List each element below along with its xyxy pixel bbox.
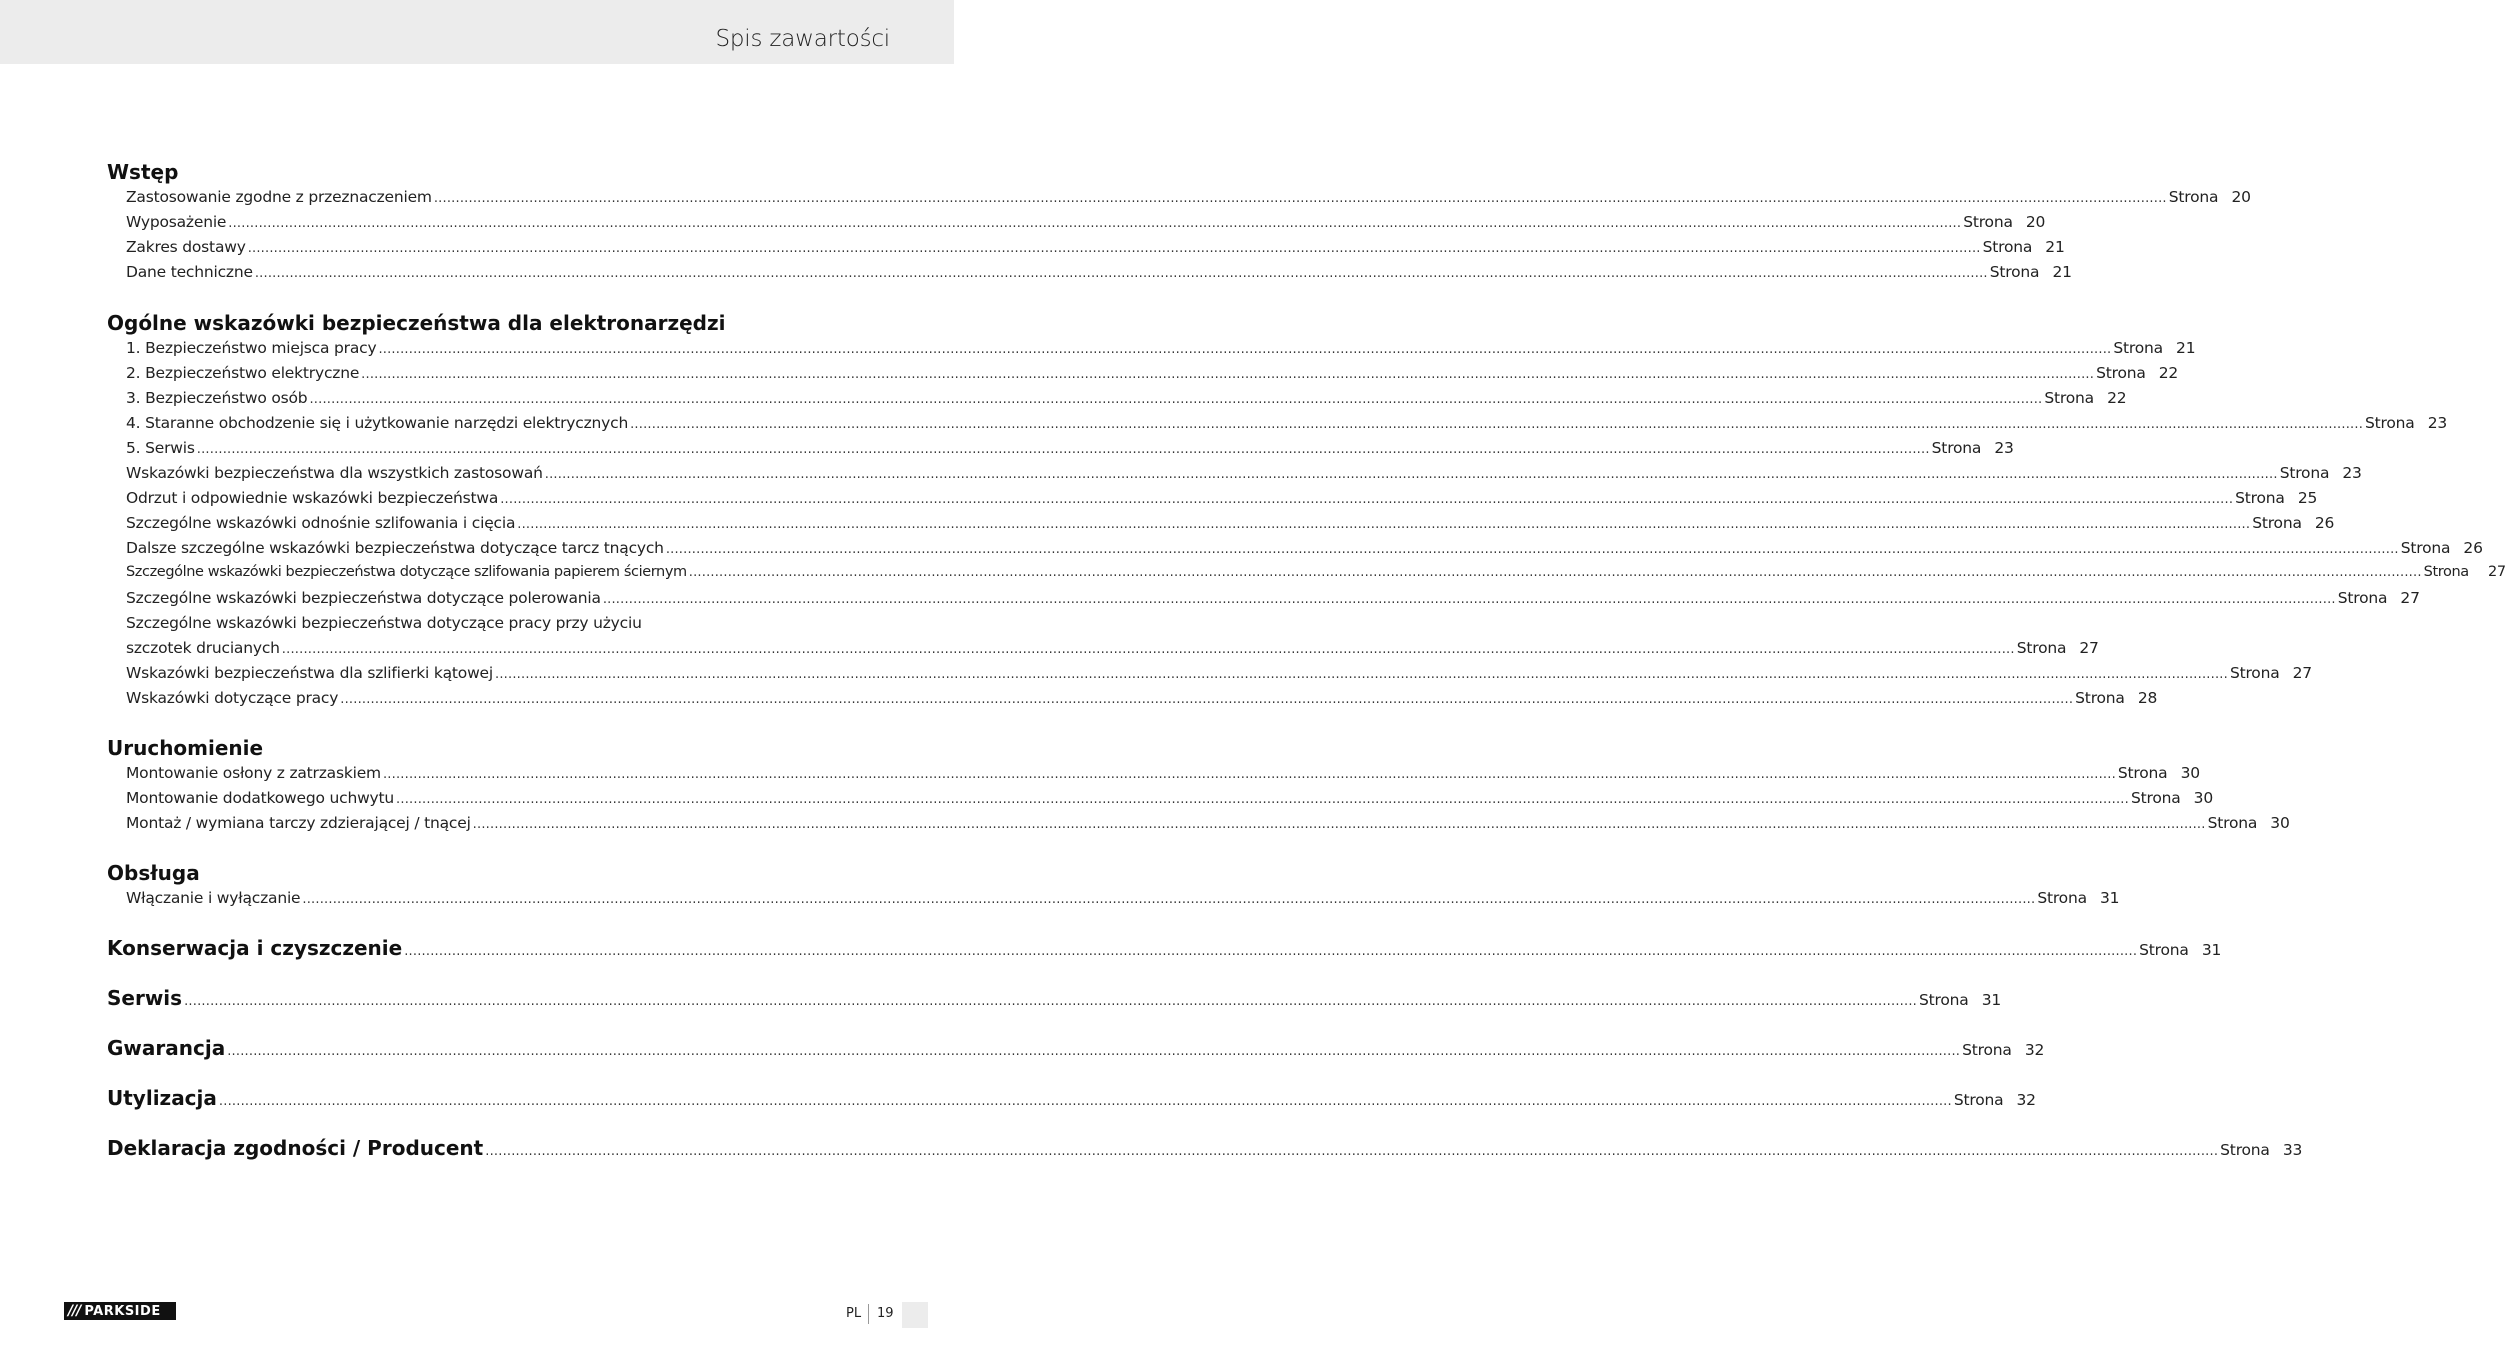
toc-entry-label: Odrzut i odpowiednie wskazówki bezpieczeństwa [126,489,499,507]
dot-leader: ................................................................................................................................................................................................................................................................................................................................................................................................................ [602,592,2336,607]
section-title: Uruchomienie [107,736,264,760]
footer-page-number: 19 [877,1306,894,1321]
page-reference [2424,564,2506,580]
toc-entry[interactable] [126,689,2158,711]
page-title: Spis zawartości [715,26,890,52]
page-number: 32 [2016,1091,2036,1109]
section-title: Obsługa [107,861,200,885]
page-number: 21 [2045,238,2065,256]
toc-entry-label: Dalsze szczególne wskazówki bezpieczeństwa dotyczące tarcz tnących [126,539,664,557]
page-word: Strona [2075,689,2125,707]
page-word: Strona [1989,263,2040,281]
toc-entry-label: 5. Serwis [126,439,195,457]
page-word: Strona [2044,389,2094,407]
dot-leader: ................................................................................................................................................................................................................................................................................................................................................................................................................ [382,767,2116,782]
toc-entry[interactable] [126,389,2127,411]
section-title: Ogólne wskazówki bezpieczeństwa dla elektronarzędzi [107,311,726,335]
page-number: 21 [2052,263,2072,281]
page-reference [2131,789,2213,807]
page-number: 20 [2231,188,2251,206]
page-reference [1954,1091,2036,1109]
dot-leader: ................................................................................................................................................................................................................................................................................................................................................................................................................ [544,467,2278,482]
page-number: 32 [2024,1041,2045,1059]
page-reference [2230,664,2312,682]
page-reference [2280,464,2362,482]
dot-leader: ................................................................................................................................................................................................................................................................................................................................................................................................................ [302,892,2036,907]
toc-entry[interactable] [126,789,2213,811]
page-word: Strona [2117,764,2168,782]
toc-entry-label: Wskazówki bezpieczeństwa dla wszystkich zastosowań [126,464,543,482]
page-number: 20 [2025,213,2046,231]
dot-leader: ................................................................................................................................................................................................................................................................................................................................................................................................................ [184,994,1918,1009]
page-number: 23 [2342,464,2362,482]
dot-leader: ................................................................................................................................................................................................................................................................................................................................................................................................................ [630,417,2364,432]
page-number: 23 [2427,414,2448,432]
dot-leader: ................................................................................................................................................................................................................................................................................................................................................................................................................ [281,642,2015,657]
page-word: Strona [2168,188,2219,206]
toc-entry-label-line1: Szczególne wskazówki bezpieczeństwa dotyczące pracy przy użyciu [126,614,642,632]
page-word: Strona [2423,564,2469,580]
footer-box [902,1302,928,1328]
toc-entry[interactable] [107,1086,2036,1110]
page-reference [2037,889,2119,907]
page-reference [2401,539,2483,557]
page-word: Strona [2220,1141,2270,1159]
toc-entry-label: Montowanie dodatkowego uchwytu [126,789,395,807]
page-number: 31 [1981,991,2002,1009]
dot-leader: ................................................................................................................................................................................................................................................................................................................................................................................................................ [472,817,2206,832]
page-number: 26 [2463,539,2483,557]
toc-entry[interactable] [126,364,2179,386]
page-word: Strona [2235,489,2285,507]
toc-entry-label: 2. Bezpieczeństwo elektryczne [126,364,360,382]
toc-entry-label: 3. Bezpieczeństwo osób [126,389,308,407]
page-word: Strona [2113,339,2163,357]
toc-entry[interactable] [107,1136,2303,1160]
toc-entry[interactable] [126,238,2065,260]
page-reference [1919,991,2001,1009]
toc-entry[interactable] [126,339,2196,361]
page-reference [2044,389,2126,407]
page-word: Strona [2037,889,2087,907]
dot-leader: ................................................................................................................................................................................................................................................................................................................................................................................................................ [378,342,2112,357]
toc-entry[interactable] [126,889,2120,911]
page-reference [2252,514,2334,532]
toc-entry[interactable] [126,814,2290,836]
toc-entry-label: Zakres dostawy [126,238,246,256]
page-reference [2220,1141,2302,1159]
page-number: 25 [2297,489,2318,507]
parkside-logo [64,1302,176,1320]
page-number: 22 [2107,389,2127,407]
page-number: 22 [2158,364,2179,382]
dot-leader: ................................................................................................................................................................................................................................................................................................................................................................................................................ [196,442,1930,457]
dot-leader: ................................................................................................................................................................................................................................................................................................................................................................................................................ [495,667,2228,682]
toc-entry[interactable] [126,213,2046,235]
page-number: 27 [2400,589,2420,607]
page-word: Strona [2365,414,2415,432]
page-number: 30 [2180,764,2200,782]
page-reference [2017,639,2099,657]
page-word: Strona [1962,1041,2012,1059]
section-title: Deklaracja zgodności / Producent [107,1136,484,1160]
page-reference [1932,439,2014,457]
logo-mark: /// [68,1303,81,1319]
dot-leader: ................................................................................................................................................................................................................................................................................................................................................................................................................ [340,692,2074,707]
toc-entry[interactable] [126,414,2448,436]
page-reference [2235,489,2317,507]
toc-entry-label: Dane techniczne [126,263,253,281]
page-number: 30 [2270,814,2290,832]
page-word: Strona [1963,213,2013,231]
toc-entry-label: Montowanie osłony z zatrzaskiem [126,764,381,782]
page-word: Strona [2130,789,2181,807]
page-word: Strona [2229,664,2280,682]
page-number: 30 [2193,789,2213,807]
toc-entry-label: Montaż / wymiana tarczy zdzierającej / tnącej [126,814,471,832]
toc-entry[interactable] [126,514,2335,536]
toc-entry-label: Szczególne wskazówki bezpieczeństwa dotyczące polerowania [126,589,601,607]
dot-leader: ................................................................................................................................................................................................................................................................................................................................................................................................................ [485,1144,2219,1159]
dot-leader: ................................................................................................................................................................................................................................................................................................................................................................................................................ [228,216,1962,231]
page-reference [2139,941,2221,959]
dot-leader: ................................................................................................................................................................................................................................................................................................................................................................................................................ [517,517,2251,532]
page-reference [1990,263,2072,281]
toc-entry[interactable] [126,764,2200,786]
footer-divider [868,1304,869,1324]
page-number: 23 [1994,439,2014,457]
toc-entry-label: Wyposażenie [126,213,227,231]
section-title: Konserwacja i czyszczenie [107,936,403,960]
dot-leader: ................................................................................................................................................................................................................................................................................................................................................................................................................ [247,241,1981,256]
page-number: 31 [2201,941,2222,959]
page-number: 27 [2079,639,2099,657]
toc-entry[interactable] [126,263,2072,285]
page-word: Strona [2279,464,2330,482]
toc-entry[interactable] [126,639,2099,661]
section-title: Wstęp [107,160,179,184]
toc-entry-label: Wskazówki dotyczące pracy [126,689,339,707]
dot-leader: ................................................................................................................................................................................................................................................................................................................................................................................................................ [433,191,2167,206]
toc-entry[interactable] [126,564,2506,586]
page-reference [1963,213,2045,231]
toc-entry[interactable] [126,589,2420,611]
page-word: Strona [2207,814,2258,832]
page-number: 28 [2137,689,2158,707]
section-title: Utylizacja [107,1086,217,1110]
dot-leader: ................................................................................................................................................................................................................................................................................................................................................................................................................ [218,1094,1952,1109]
page-word: Strona [2096,364,2146,382]
toc-entry[interactable] [126,188,2251,210]
toc-entry-label: Zastosowanie zgodne z przeznaczeniem [126,188,432,206]
page-reference [2338,589,2420,607]
toc-entry[interactable] [126,489,2318,511]
dot-leader: ................................................................................................................................................................................................................................................................................................................................................................................................................ [254,266,1988,281]
page-reference [2208,814,2290,832]
toc-entry-label: szczotek drucianych [126,639,280,657]
toc-entry[interactable] [126,539,2483,561]
page-word: Strona [1931,439,1982,457]
page-reference [2169,188,2251,206]
dot-leader: ................................................................................................................................................................................................................................................................................................................................................................................................................ [500,492,2234,507]
toc-entry-label: Szczególne wskazówki odnośnie szlifowania i cięcia [126,514,516,532]
toc-entry[interactable] [107,986,2002,1010]
page-word: Strona [1919,991,1969,1009]
toc-entry-label: Szczególne wskazówki bezpieczeństwa dotyczące szlifowania papierem ściernym [126,564,687,580]
dot-leader: ................................................................................................................................................................................................................................................................................................................................................................................................................ [227,1044,1961,1059]
page-reference [1962,1041,2044,1059]
page-number: 21 [2176,339,2196,357]
toc-entry[interactable] [126,439,2014,461]
page-reference [2075,689,2157,707]
page-word: Strona [1953,1091,2004,1109]
page-number: 27 [2488,564,2506,580]
dot-leader: ................................................................................................................................................................................................................................................................................................................................................................................................................ [688,565,2422,580]
page-reference [2365,414,2447,432]
page-number: 27 [2292,664,2312,682]
toc-entry-label: 1. Bezpieczeństwo miejsca pracy [126,339,377,357]
page-word: Strona [2337,589,2388,607]
page-reference [2096,364,2178,382]
toc-entry-label: Włączanie i wyłączanie [126,889,301,907]
page-word: Strona [2139,941,2189,959]
toc-entry[interactable] [126,464,2362,486]
page-reference [2118,764,2200,782]
toc-entry[interactable] [107,1036,2045,1060]
page-number: 33 [2282,1141,2303,1159]
page-word: Strona [2400,539,2451,557]
page-word: Strona [2252,514,2302,532]
toc-entry-label: 4. Staranne obchodzenie się i użytkowanie narzędzi elektrycznych [126,414,629,432]
dot-leader: ................................................................................................................................................................................................................................................................................................................................................................................................................ [396,792,2129,807]
section-title: Gwarancja [107,1036,226,1060]
page-reference [2113,339,2195,357]
section-title: Serwis [107,986,183,1010]
page-word: Strona [2016,639,2067,657]
page-word: Strona [1982,238,2033,256]
toc-entry[interactable] [126,664,2312,686]
dot-leader: ................................................................................................................................................................................................................................................................................................................................................................................................................ [404,944,2138,959]
page-number: 26 [2314,514,2335,532]
dot-leader: ................................................................................................................................................................................................................................................................................................................................................................................................................ [665,542,2399,557]
page-reference [1983,238,2065,256]
page-number: 31 [2100,889,2120,907]
toc-entry-label: Wskazówki bezpieczeństwa dla szlifierki kątowej [126,664,494,682]
dot-leader: ................................................................................................................................................................................................................................................................................................................................................................................................................ [361,367,2095,382]
dot-leader: ................................................................................................................................................................................................................................................................................................................................................................................................................ [309,392,2043,407]
toc-entry[interactable] [107,936,2222,960]
logo-text: PARKSIDE [84,1303,161,1319]
footer-language: PL [846,1306,862,1321]
